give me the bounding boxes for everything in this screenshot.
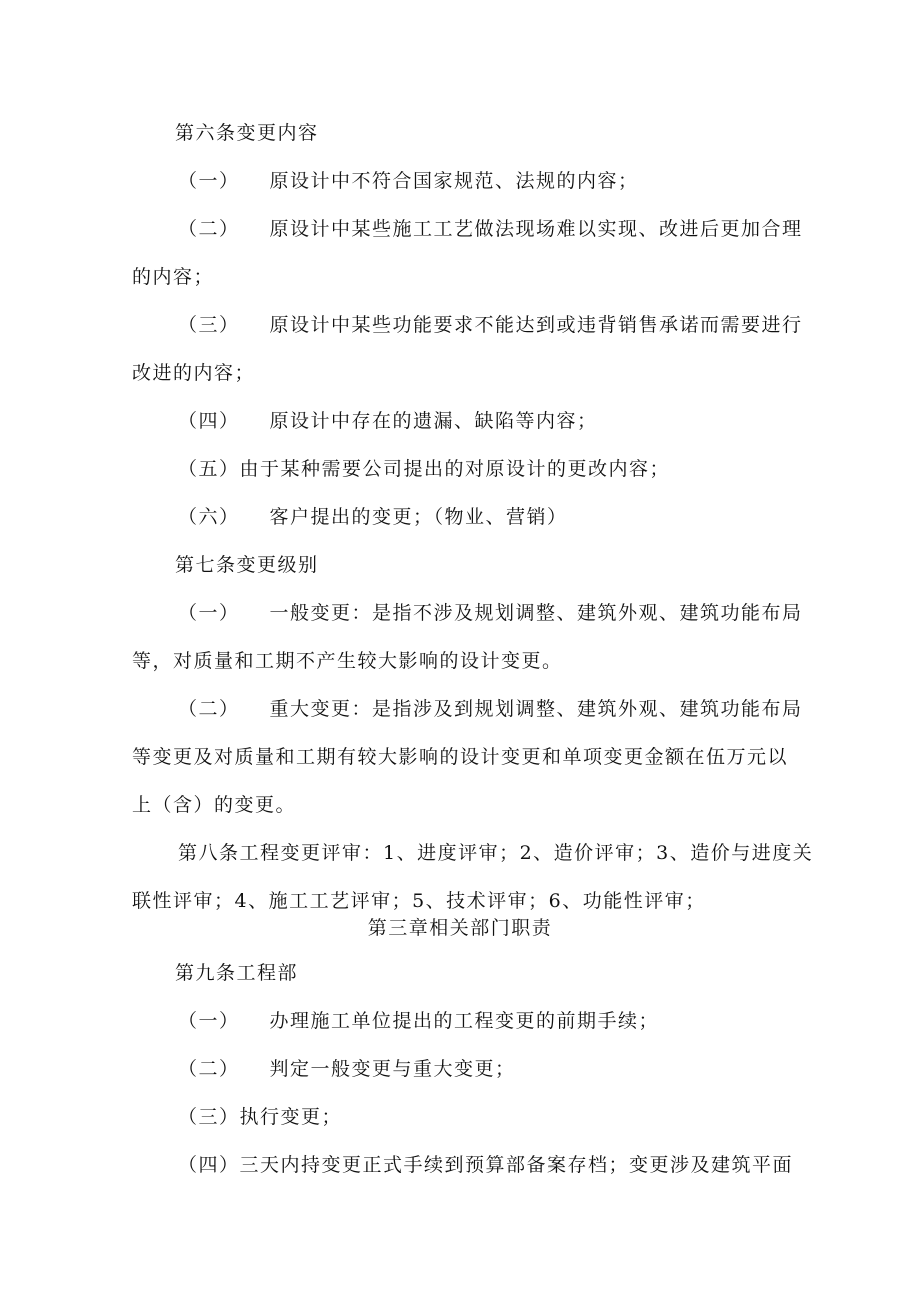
article-9-item-4 <box>178 1154 793 1176</box>
item-number: （三） <box>178 314 240 336</box>
article-9-item-2 <box>178 1058 516 1080</box>
article-8-line-2: 联性评审；4、施工工艺评审；5、技术评审；6、功能性评审； <box>132 890 706 912</box>
article-6-title: 第六条变更内容 <box>175 122 319 144</box>
item-text: 原设计中某些施工工艺做法现场难以实现、改进后更加合理 <box>269 218 803 240</box>
item-number: （二） <box>178 218 240 240</box>
article-9-item-3 <box>178 1106 342 1128</box>
article-6-item-1 <box>178 170 639 192</box>
article-6-item-3-continuation: 改进的内容； <box>132 362 256 384</box>
item-text: 判定一般变更与重大变更； <box>269 1058 516 1080</box>
item-text: 原设计中不符合国家规范、法规的内容； <box>269 170 639 192</box>
article-6-item-6 <box>178 506 568 528</box>
item-text: 原设计中某些功能要求不能达到或违背销售承诺而需要进行 <box>269 314 803 336</box>
item-number: （四） <box>178 1154 240 1176</box>
article-9-title: 第九条工程部 <box>175 962 299 984</box>
article-8-line-1: 第八条工程变更评审：1、进度评审；2、造价评审；3、造价与进度关 <box>178 842 814 864</box>
item-number: （二） <box>178 698 240 720</box>
article-6-item-2-continuation: 的内容； <box>132 266 215 288</box>
chapter-3-title: 第三章相关部门职责 <box>367 917 553 939</box>
item-number: （三） <box>178 1106 240 1128</box>
article-7-item-1 <box>178 602 803 624</box>
item-text: 客户提出的变更；（物业、营销） <box>269 506 568 528</box>
article-6-item-2 <box>178 218 803 240</box>
item-text: 一般变更：是指不涉及规划调整、建筑外观、建筑功能布局 <box>269 602 803 624</box>
item-number: （二） <box>178 1058 240 1080</box>
item-text: 三天内持变更正式手续到预算部备案存档；变更涉及建筑平面 <box>239 1154 794 1176</box>
article-7-item-2-continuation-2: 上（含）的变更。 <box>132 794 297 816</box>
article-7-title: 第七条变更级别 <box>175 554 319 576</box>
item-text: 原设计中存在的遗漏、缺陷等内容； <box>269 410 598 432</box>
item-number: （一） <box>178 602 240 624</box>
item-number: （四） <box>178 410 240 432</box>
article-9-item-1 <box>178 1010 659 1032</box>
item-number: （一） <box>178 1010 240 1032</box>
item-number: （五） <box>178 458 240 480</box>
article-7-item-1-continuation: 等，对质量和工期不产生较大影响的设计变更。 <box>132 650 563 672</box>
item-text: 执行变更； <box>239 1106 343 1128</box>
item-text: 办理施工单位提出的工程变更的前期手续； <box>269 1010 660 1032</box>
article-7-item-2 <box>178 698 803 720</box>
item-number: （六） <box>178 506 240 528</box>
item-text: 重大变更：是指涉及到规划调整、建筑外观、建筑功能布局 <box>269 698 803 720</box>
article-6-item-3 <box>178 314 803 336</box>
item-number: （一） <box>178 170 240 192</box>
item-text: 由于某种需要公司提出的对原设计的更改内容； <box>239 458 671 480</box>
article-6-item-4 <box>178 410 598 432</box>
article-7-item-2-continuation: 等变更及对质量和工期有较大影响的设计变更和单项变更金额在伍万元以 <box>132 746 789 768</box>
article-6-item-5 <box>178 458 670 480</box>
